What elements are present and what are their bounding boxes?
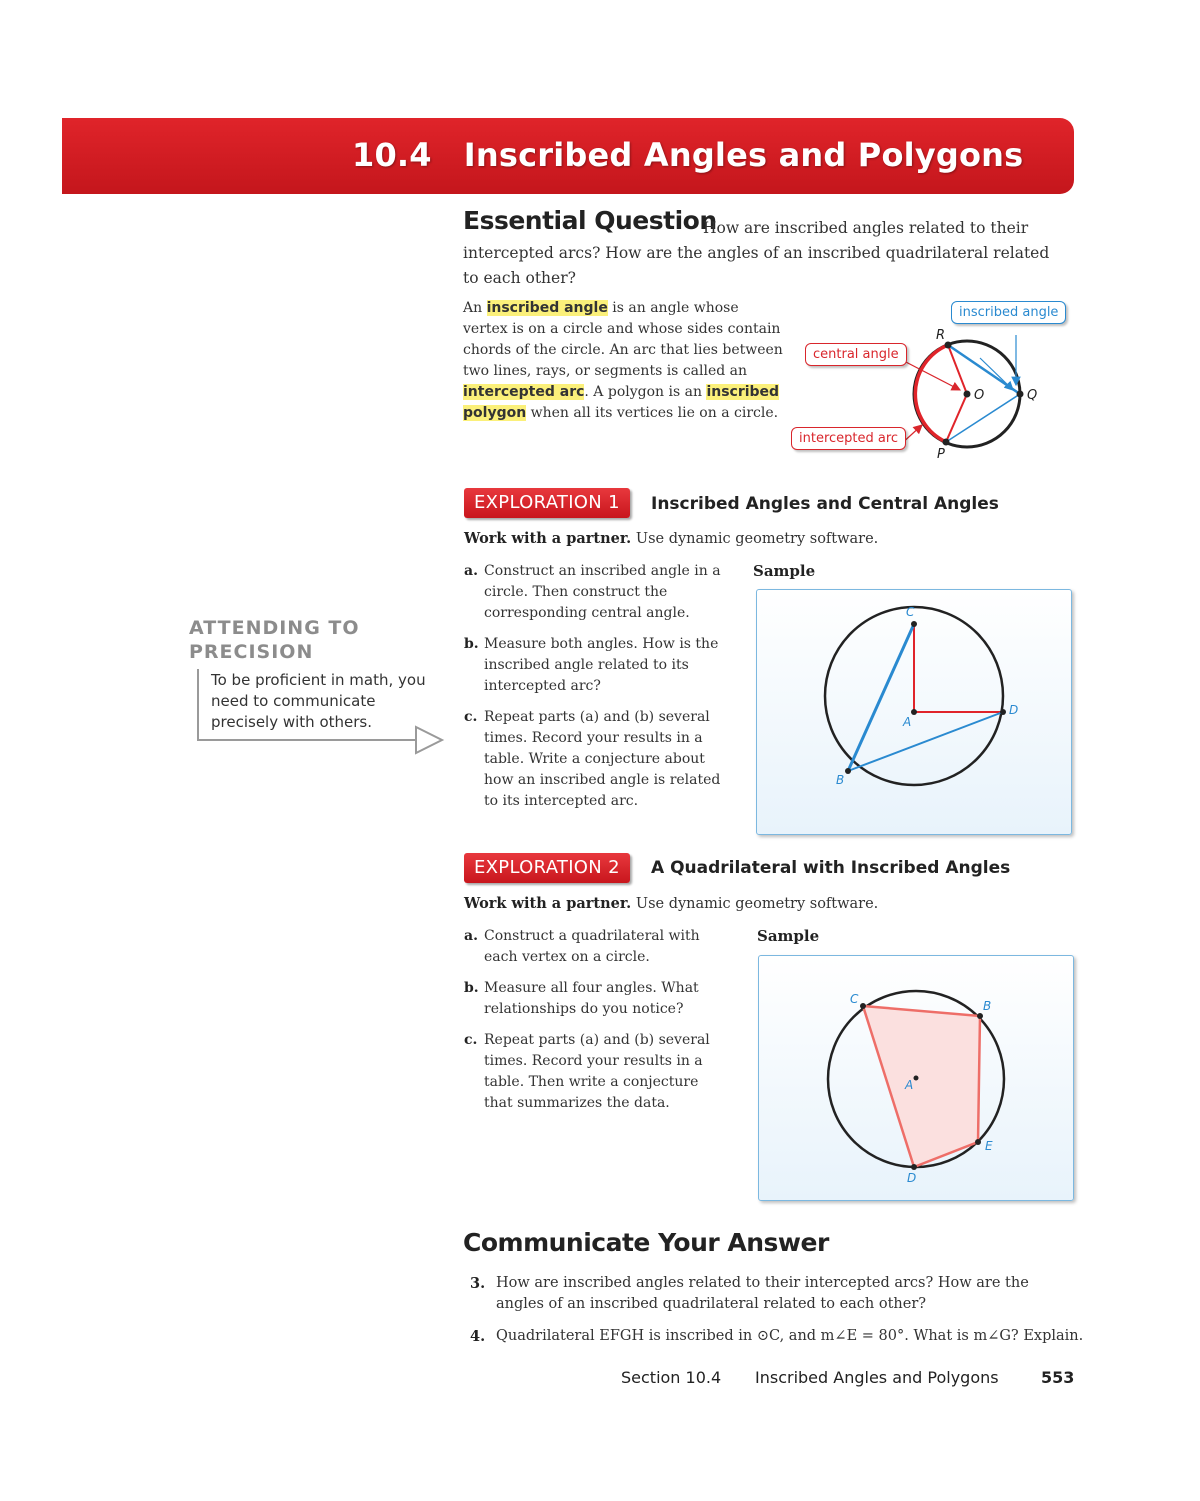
essential-question-body: How are inscribed angles related to their intercepted arcs? How are the angles of an inscribed quadrilateral related to each other? [463, 219, 1050, 287]
item-text: Construct an inscribed angle in a circle. Then construct the corresponding central angle. [484, 563, 721, 621]
label-A: A [905, 1078, 914, 1092]
sidebar-heading-line-1: ATTENDING TO [189, 617, 360, 639]
point-D [1000, 709, 1006, 715]
arrow-right-icon [416, 727, 442, 753]
communicate-heading: Communicate Your Answer [463, 1228, 829, 1257]
point-R [945, 342, 952, 349]
exploration-1-instructions [464, 530, 878, 547]
list-item [464, 707, 724, 812]
label-D: D [907, 1171, 917, 1185]
term-inscribed-angle: inscribed angle [486, 300, 608, 316]
list-item [464, 926, 714, 968]
question-text: Quadrilateral EFGH is inscribed in ⊙C, and m∠E = 80°. What is m∠G? Explain. [496, 1328, 1084, 1344]
label-B: B [836, 773, 845, 787]
point-E [975, 1139, 981, 1145]
lesson-title-text: Inscribed Angles and Polygons [463, 136, 1024, 174]
central-callout-arrow [902, 360, 960, 390]
point-C [860, 1003, 866, 1009]
sample-label-2: Sample [757, 927, 820, 945]
label-C: C [906, 605, 915, 619]
point-O [964, 391, 971, 398]
partner-text: Use dynamic geometry software. [631, 531, 879, 547]
definitions-paragraph [463, 298, 783, 424]
sample-figure-2 [758, 955, 1074, 1201]
exploration-1-badge: EXPLORATION 1 [464, 488, 630, 518]
sample-label-1: Sample [753, 562, 816, 580]
footer-section: Section 10.4 [621, 1368, 722, 1387]
point-A [911, 709, 917, 715]
item-label: c. [464, 709, 478, 725]
inscribed-quadrilateral [863, 1006, 980, 1167]
item-text: Measure all four angles. What relationships do you notice? [484, 980, 699, 1017]
sample-figure-1-svg [757, 590, 1071, 834]
item-text: Measure both angles. How is the inscribed angle related to its intercepted arc? [484, 636, 719, 694]
term-inscribed-polygon: inscribed polygon [463, 384, 780, 421]
def-text-1: An [463, 300, 487, 316]
exploration-2-items [464, 926, 714, 1124]
label-R: R [936, 328, 946, 343]
point-Q [1017, 391, 1024, 398]
list-item [464, 1030, 714, 1114]
callout-intercepted-arc: intercepted arc [791, 427, 906, 450]
exploration-2-badge: EXPLORATION 2 [464, 853, 630, 883]
sidebar-heading [189, 616, 360, 664]
def-text-4: when all its vertices lie on a circle. [526, 405, 779, 421]
item-text: Construct a quadrilateral with each vertex on a circle. [484, 928, 700, 965]
point-D [911, 1164, 917, 1170]
point-B [977, 1013, 983, 1019]
partner-bold: Work with a partner. [464, 530, 632, 547]
point-C [911, 621, 917, 627]
page-number: 553 [1041, 1368, 1075, 1387]
callout-central-angle: central angle [805, 343, 907, 366]
question-3 [470, 1273, 1076, 1315]
point-B [845, 768, 851, 774]
label-P: P [937, 447, 945, 462]
partner-text: Use dynamic geometry software. [631, 896, 879, 912]
label-O: O [974, 388, 985, 403]
essential-question-text [463, 216, 1063, 291]
label-C: C [850, 992, 859, 1006]
question-text: How are inscribed angles related to their intercepted arcs? How are the angles of an inscribed quadrilateral related to each other? [496, 1275, 1029, 1312]
item-label: a. [464, 563, 478, 579]
callout-inscribed-angle: inscribed angle [951, 301, 1066, 324]
item-text: Repeat parts (a) and (b) several times. Record your results in a table. Write a conjecture about how an inscribed angle is related to its intercepted arc. [484, 709, 721, 809]
list-item [464, 978, 714, 1020]
sample-figure-2-svg [759, 956, 1073, 1200]
exploration-1-items [464, 561, 724, 822]
question-4 [470, 1326, 1106, 1347]
label-D: D [1009, 703, 1019, 717]
item-text: Repeat parts (a) and (b) several times. Record your results in a table. Then write a conjecture that summarizes the data. [484, 1032, 710, 1111]
label-Q: Q [1027, 388, 1038, 403]
footer-title: Inscribed Angles and Polygons [755, 1368, 999, 1387]
sidebar-heading-line-2: PRECISION [189, 641, 314, 663]
label-A: A [903, 715, 912, 729]
item-label: b. [464, 636, 479, 652]
essential-question-heading: Essential Question [463, 206, 717, 235]
exploration-1-title: Inscribed Angles and Central Angles [651, 494, 999, 514]
label-B: B [983, 999, 992, 1013]
list-item [464, 634, 724, 697]
item-label: a. [464, 928, 478, 944]
item-label: b. [464, 980, 479, 996]
sidebar-bracket-line [198, 669, 416, 740]
def-text-2: is an angle whose vertex is on a circle and whose sides contain chords of the circle. An arc that lies between two lines, rays, or segments is called an [463, 300, 783, 379]
question-number: 3. [470, 1275, 486, 1292]
sample-figure-1 [756, 589, 1072, 835]
point-A [914, 1076, 919, 1081]
question-number: 4. [470, 1328, 486, 1345]
list-item [464, 561, 724, 624]
def-text-3: . A polygon is an [584, 384, 707, 400]
sidebar-bracket [194, 667, 448, 759]
section-number: 10.4 [352, 136, 432, 174]
lesson-title [352, 136, 1023, 174]
exploration-2-title: A Quadrilateral with Inscribed Angles [651, 858, 1011, 878]
label-E: E [985, 1139, 993, 1153]
partner-bold: Work with a partner. [464, 895, 632, 912]
point-P [943, 439, 950, 446]
sidebar-text: To be proficient in math, you need to communicate precisely with others. [211, 671, 426, 731]
term-intercepted-arc: intercepted arc [463, 384, 585, 400]
intercepted-arc-path [915, 345, 948, 442]
item-label: c. [464, 1032, 478, 1048]
exploration-2-instructions [464, 895, 878, 912]
